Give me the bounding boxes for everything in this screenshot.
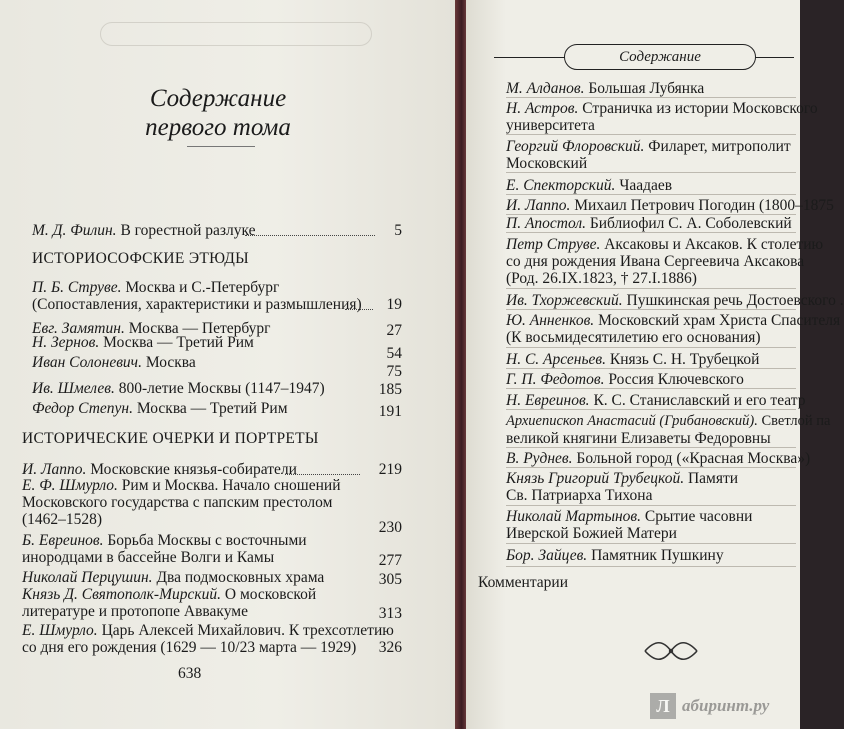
toc-entry: Г. П. Федотов. Россия Ключевского <box>506 371 744 388</box>
toc-entry: М. Алданов. Большая Лубянка <box>506 80 705 97</box>
row-divider <box>506 309 796 311</box>
toc-entry: Бор. Зайцев. Памятник Пушкину <box>506 547 724 564</box>
labirint-logo-icon: Л <box>650 693 676 719</box>
row-divider <box>506 388 796 390</box>
watermark <box>650 692 769 720</box>
page-ref: 326 <box>378 639 402 656</box>
toc-entry: П. Апостол. Библиофил С. А. Соболевский <box>506 215 792 232</box>
row-divider <box>506 543 796 545</box>
toc-entry: Георгий Флоровский. Филарет, митрополит <box>506 138 791 155</box>
row-divider <box>506 409 796 411</box>
toc-entry: Ив. Тхоржевский. Пушкинская речь Достоевского . <box>506 292 844 309</box>
row-divider <box>506 232 796 234</box>
page-ref: 305 <box>378 571 402 588</box>
page-ref: 277 <box>378 552 402 569</box>
toc-entry: Н. Астров. Страничка из истории Московского <box>506 100 818 117</box>
toc-entry: Николай Перцушин. Два подмосковных храма <box>22 569 325 586</box>
toc-entry: Евг. Замятин. Москва — Петербург <box>32 320 271 337</box>
toc-entry: Е. Ф. Шмурло. Рим и Москва. Начало сношений <box>22 477 341 494</box>
page-ref: 230 <box>378 519 402 536</box>
page-title-line2: первого тома <box>145 114 291 141</box>
toc-entry: Ю. Анненков. Московский храм Христа Спасителя <box>506 312 841 329</box>
page-ref: 54 <box>386 345 402 362</box>
title-divider <box>187 146 255 147</box>
toc-entry: Федор Степун. Москва — Третий Рим <box>32 400 288 417</box>
row-divider <box>506 194 796 196</box>
row-divider <box>506 566 796 568</box>
toc-entry-cont: со дня рождения Ивана Сергеевича Аксакова <box>506 253 805 270</box>
row-divider <box>506 505 796 507</box>
toc-entry: Князь Григорий Трубецкой. Памяти <box>506 470 739 487</box>
toc-entry-cont: литературе и протопопе Аввакуме <box>22 603 248 620</box>
toc-entry-cont: великой княгини Елизаветы Федоровны <box>506 430 771 447</box>
toc-entry: И. Лаппо. Московские князья-собиратели <box>22 461 297 478</box>
page-title-line1: Содержание <box>149 85 287 112</box>
page-ref: 5 <box>394 222 402 239</box>
toc-entry-cont: инородцами в бассейне Волги и Камы <box>22 549 275 566</box>
page-number: 638 <box>178 665 202 682</box>
toc-entry: Б. Евреинов. Борьба Москвы с восточными <box>22 532 307 549</box>
page-ref: 313 <box>378 605 402 622</box>
show-through-header <box>100 22 372 46</box>
toc-entry: Архиепископ Анастасий (Грибановский). Светлой па <box>506 413 831 429</box>
toc-entry: Николай Мартынов. Срытие часовни <box>506 508 753 525</box>
toc-entry: П. Б. Струве. Москва и С.-Петербург <box>32 279 280 296</box>
toc-entry: Е. Шмурло. Царь Алексей Михайлович. К трехсотлетию <box>22 622 394 639</box>
toc-entry-cont: со дня его рождения (1629 — 10/23 марта — 1929) <box>22 639 357 656</box>
toc-entry-cont: (К восьмидесятилетию его основания) <box>506 329 761 346</box>
section-heading-historical: ИСТОРИЧЕСКИЕ ОЧЕРКИ И ПОРТРЕТЫ <box>22 430 319 447</box>
toc-entry-cont: (Род. 26.IX.1823, † 27.I.1886) <box>506 270 697 287</box>
toc-entry-cont: Св. Патриарха Тихона <box>506 487 653 504</box>
ornament-icon <box>641 636 701 666</box>
row-divider <box>506 288 796 290</box>
row-divider <box>506 467 796 469</box>
toc-entry-cont: Иверской Божией Матери <box>506 525 677 542</box>
page-ref: 219 <box>378 461 402 478</box>
leader-dots <box>285 473 360 475</box>
page-ref: 185 <box>378 381 402 398</box>
toc-entry-cont: университета <box>506 117 595 134</box>
row-divider <box>506 368 796 370</box>
leader-dots <box>245 234 375 236</box>
toc-entry-intro: М. Д. Филин. В горестной разлуке <box>32 222 256 239</box>
toc-entry: Иван Солоневич. Москва <box>32 354 196 371</box>
page-ref: 27 <box>386 322 402 339</box>
row-divider <box>506 97 796 99</box>
row-divider <box>506 447 796 449</box>
toc-entry-cont: Московский <box>506 155 588 172</box>
toc-entry: Петр Струве. Аксаковы и Аксаков. К столетию <box>506 236 824 253</box>
leader-dots <box>345 308 373 310</box>
toc-entry: Н. Евреинов. К. С. Станиславский и его театр <box>506 392 806 409</box>
toc-entry-cont: Московского государства с папским престолом <box>22 494 333 511</box>
right-page <box>466 0 844 729</box>
running-header <box>494 40 794 66</box>
section-heading-historiosophic: ИСТОРИОСОФСКИЕ ЭТЮДЫ <box>32 250 249 267</box>
page-ref: 191 <box>378 403 402 420</box>
page-ref: 19 <box>386 296 402 313</box>
watermark-text: абиринт.ру <box>682 696 770 715</box>
toc-entry: Ив. Шмелев. 800-летие Москвы (1147–1947) <box>32 380 325 397</box>
page-ref: 75 <box>386 363 402 380</box>
toc-entry-cont: (Сопоставления, характеристики и размышления) <box>32 296 362 313</box>
toc-entry: И. Лаппо. Михаил Петрович Погодин (1800–1875 <box>506 197 834 214</box>
toc-entry-comments: Комментарии <box>478 574 568 591</box>
toc-entry: Н. С. Арсеньев. Князь С. Н. Трубецкой <box>506 351 760 368</box>
toc-entry-cont: (1462–1528) <box>22 511 103 528</box>
toc-entry: Е. Спекторский. Чаадаев <box>506 177 673 194</box>
toc-entry: В. Руднев. Больной город («Красная Москва») <box>506 450 811 467</box>
row-divider <box>506 347 796 349</box>
row-divider <box>506 172 796 174</box>
toc-entry: Князь Д. Святополк-Мирский. О московской <box>22 586 317 603</box>
toc-entry: Н. Зернов. Москва — Третий Рим <box>32 334 254 351</box>
header-label: Содержание <box>564 44 756 70</box>
row-divider <box>506 134 796 136</box>
